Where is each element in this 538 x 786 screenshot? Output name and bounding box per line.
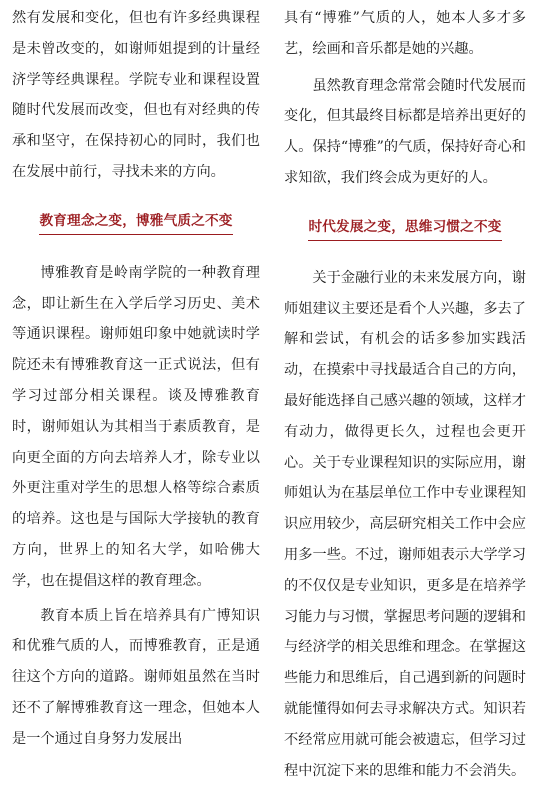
right-paragraph-2: 虽然教育理念常常会随时代发展而变化，但其最终目标都是培养出更好的人。保持“博雅”的气质，保持好奇心和求知欲，我们终会成为更好的人。 — [284, 77, 526, 186]
right-paragraph-3: 关于金融行业的未来发展方向，谢师姐建议主要还是看个人兴趣，多去了解和尝试，有机会的话多参加实践活动，在摸索中寻找最适合自己的方向，最好能选择自己感兴趣的领域，这样才有动力，做得更长久，过程也会更开心。关于专业课程知识的实际应用，谢师姐认为在基层单位工作中专业课程知识应用较少，高层研究相关工作中会应用多一些。不过，谢师姐表示大学学习的不仅仅是专业知识，更多是在培养学习能力与习惯，掌握思考问题的逻辑和与经济学的相关思维和理念。在掌握这些能力和思维后，自己遇到新的问题时就能懂得如何去寻求解决方式。知识若不经常应用就可能会被遗忘，但学习过程中沉淀下来的思维和能力不会消失。 — [284, 269, 526, 779]
left-paragraph-1: 然有发展和变化，但也有许多经典课程是未曾改变的，如谢师姐提到的计量经济学等经典课程。学院专业和课程设置随时代发展而改变，但也有对经典的传承和坚守，在保持初心的同时，我们也在发展中前行，寻找未来的方向。 — [12, 10, 260, 180]
left-column — [12, 0, 260, 755]
section-heading-education: 教育理念之变，博雅气质之不变 — [39, 210, 232, 235]
left-paragraph-3: 教育本质上旨在培养具有广博知识和优雅气质的人，而博雅教育，正是通往这个方向的道路。谢师姐虽然在当时还不了解博雅教育这一理念，但她本人是一个通过自身努力发展出 — [12, 607, 260, 747]
left-heading-wrap — [12, 210, 260, 235]
right-column — [284, 0, 526, 786]
section-heading-era: 时代发展之变，思维习惯之不变 — [308, 216, 501, 241]
left-paragraph-2: 博雅教育是岭南学院的一种教育理念，即让新生在入学后学习历史、美术等通识课程。谢师姐印象中她就读时学院还未有博雅教育这一正式说法，但有学习过部分相关课程。谈及博雅教育时，谢师姐认为其相当于素质教育，是向更全面的方向去培养人才，除专业以外更注重对学生的思想人格等综合素质的培养。这也是与国际大学接轨的教育方向，世界上的知名大学，如哈佛大学，也在提倡这样的教育理念。 — [12, 264, 260, 589]
right-paragraph-1: 具有“博雅”气质的人，她本人多才多艺，绘画和音乐都是她的兴趣。 — [284, 10, 526, 57]
right-heading-wrap — [284, 216, 526, 241]
